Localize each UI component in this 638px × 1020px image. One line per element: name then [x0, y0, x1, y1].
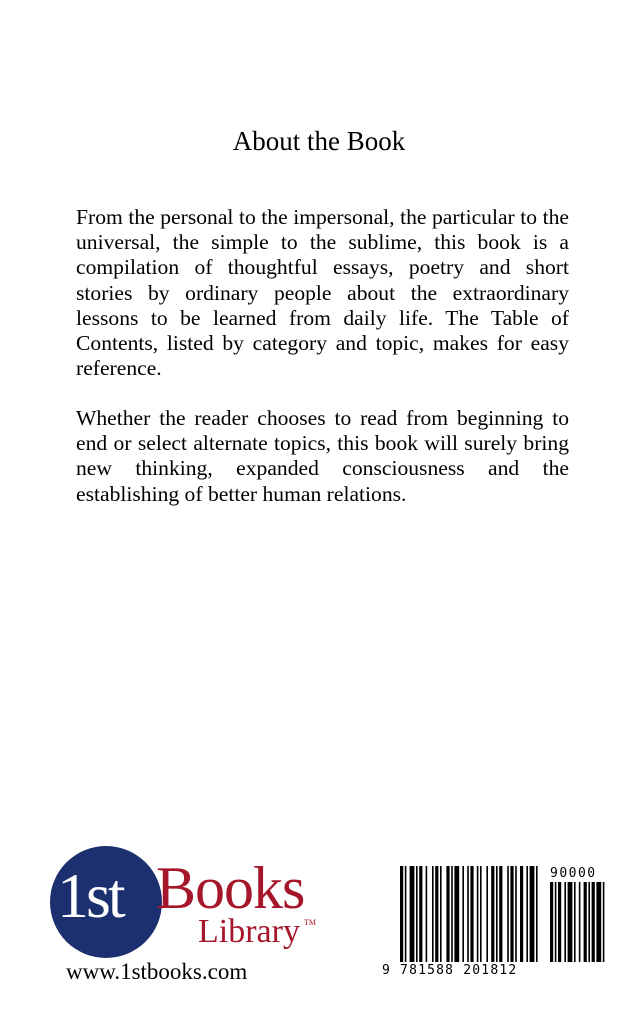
barcode-bar: [416, 866, 418, 962]
barcode-bar: [454, 866, 459, 962]
price-bar: [596, 882, 601, 962]
barcode-bar: [462, 866, 464, 962]
barcode-bar: [486, 866, 488, 962]
price-bar: [579, 882, 581, 962]
price-bar: [588, 882, 590, 962]
logo-text-books: Books: [156, 855, 305, 921]
barcode-bar: [491, 866, 494, 962]
price-bar: [584, 882, 587, 962]
barcode-bar: [467, 866, 469, 962]
barcode-bar: [432, 866, 434, 962]
barcode-bar: [515, 866, 517, 962]
price-bar: [555, 882, 557, 962]
price-bar: [568, 882, 573, 962]
barcode-bar: [470, 866, 473, 962]
barcode-bar: [507, 866, 509, 962]
barcode-bar: [410, 866, 415, 962]
barcode-bar: [496, 866, 498, 962]
barcode-bar: [510, 866, 513, 962]
publisher-website: www.1stbooks.com: [66, 959, 248, 984]
price-bar: [550, 882, 553, 962]
barcode-bar: [480, 866, 482, 962]
logo-text-1st: 1st: [57, 860, 123, 931]
price-bar: [558, 882, 561, 962]
barcode-bar: [451, 866, 453, 962]
description-paragraph-2: Whether the reader chooses to read from beginning to end or select alternate topics, this book will surely bring new thinking, expanded consciousness and the establishing of better human relations.: [76, 406, 569, 506]
barcode-bar: [446, 866, 449, 962]
barcode-bar: [477, 866, 479, 962]
logo-trademark: TM: [304, 918, 316, 927]
barcode-bar: [530, 866, 535, 962]
price-bar: [603, 882, 605, 962]
price-bar: [574, 882, 576, 962]
barcode-bar: [526, 866, 528, 962]
barcode-bar: [405, 866, 407, 962]
barcode-bar: [435, 866, 438, 962]
page-title: About the Book: [232, 126, 406, 156]
barcode-bar: [400, 866, 403, 962]
barcode-bar: [419, 866, 422, 962]
barcode-bar: [499, 866, 502, 962]
isbn-number: 9 781588 201812: [382, 963, 518, 978]
barcode-bar: [520, 866, 523, 962]
price-bar: [592, 882, 595, 962]
publisher-logo: [50, 846, 320, 956]
barcode-bar: [426, 866, 428, 962]
price-bar: [564, 882, 566, 962]
barcode-bar: [536, 866, 538, 962]
price-code: 90000: [550, 866, 597, 881]
barcode: [380, 866, 620, 986]
logo-text-library: Library: [198, 913, 300, 950]
barcode-bar: [440, 866, 442, 962]
description-paragraph-1: From the personal to the impersonal, the particular to the universal, the simple to the sublime, this book is a compilation of thoughtful essays, poetry and short stories by ordinary people about the extraordinary lessons to be learned from daily life. The Table of Contents, listed by category and topic, makes for easy reference.: [76, 205, 569, 381]
